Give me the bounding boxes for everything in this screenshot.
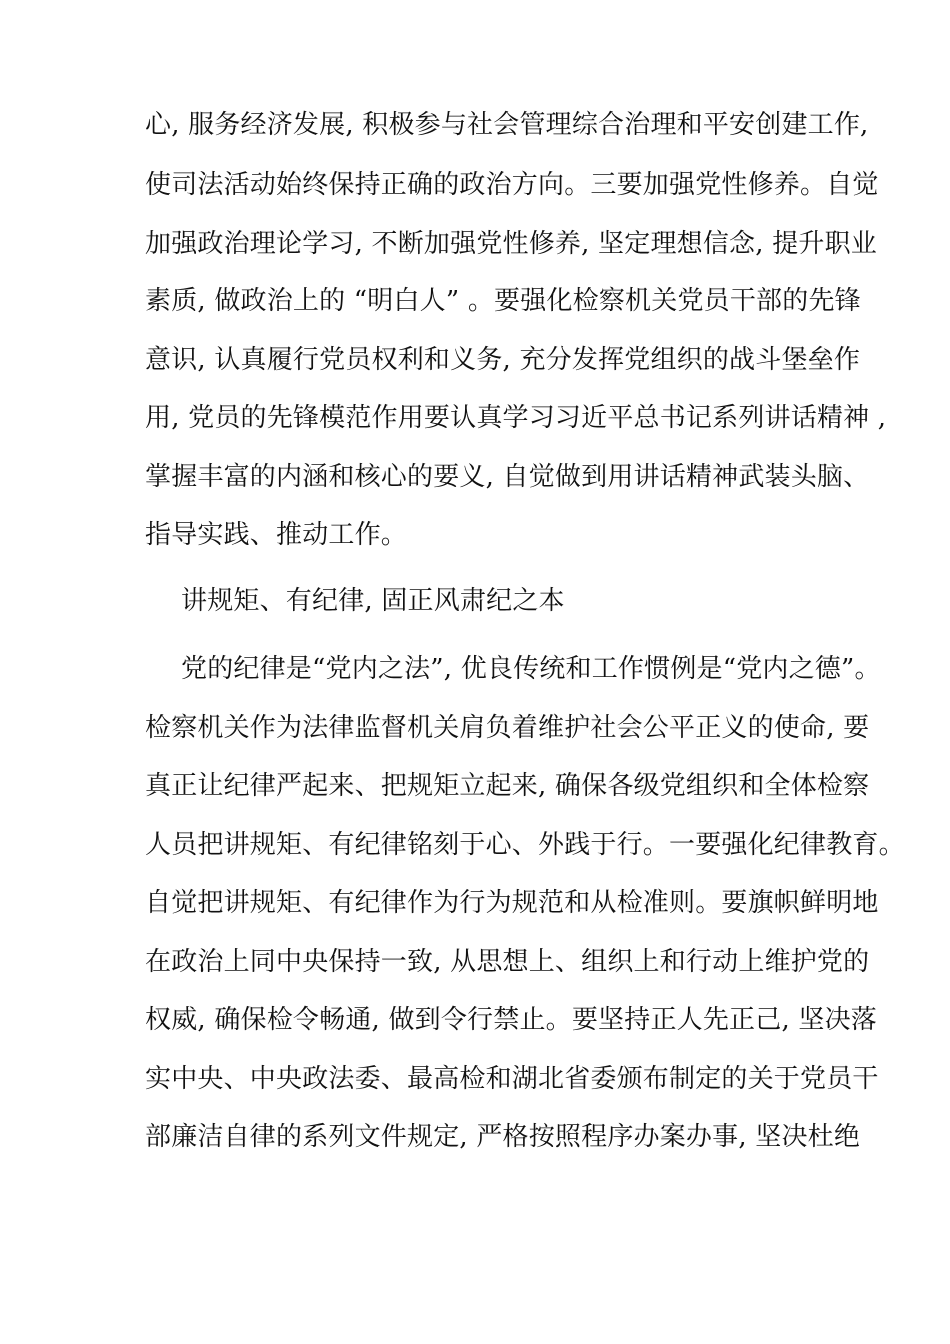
text-line: 用, 党员的先锋模范作用要认真学习习近平总书记系列讲话精神 , — [145, 403, 887, 433]
text-line: 素质, 做政治上的 “明白人” 。要强化检察机关党员干部的先锋 — [145, 286, 861, 316]
text-line: 真正让纪律严起来、把规矩立起来, 确保各级党组织和全体检察 — [145, 771, 870, 801]
section-heading: 讲规矩、有纪律, 固正风肃纪之本 — [181, 586, 565, 616]
text-line: 部廉洁自律的系列文件规定, 严格按照程序办案办事, 坚决杜绝 — [145, 1122, 861, 1152]
text-line: 加强政治理论学习, 不断加强党性修养, 坚定理想信念, 提升职业 — [145, 229, 877, 259]
text-line: 掌握丰富的内涵和核心的要义, 自觉做到用讲话精神武装头脑、 — [145, 462, 870, 492]
text-line: 实中央、中央政法委、最高检和湖北省委颁布制定的关于党员干 — [145, 1064, 879, 1094]
text-line: 权威, 确保检令畅通, 做到令行禁止。要坚持正人先正己, 坚决落 — [145, 1005, 877, 1035]
text-line: 检察机关作为法律监督机关肩负着维护社会公平正义的使命, 要 — [145, 713, 870, 743]
text-line: 意识, 认真履行党员权利和义务, 充分发挥党组织的战斗堡垒作 — [145, 345, 861, 375]
text-line: 党的纪律是“党内之法”, 优良传统和工作惯例是“党内之德”。 — [181, 654, 881, 684]
text-line: 指导实践、推动工作。 — [145, 520, 408, 550]
text-line: 在政治上同中央保持一致, 从思想上、组织上和行动上维护党的 — [145, 947, 870, 977]
text-line: 心, 服务经济发展, 积极参与社会管理综合治理和平安创建工作, — [145, 110, 869, 140]
text-line: 使司法活动始终保持正确的政治方向。三要加强党性修养。自觉 — [145, 170, 879, 200]
text-line: 人员把讲规矩、有纪律铭刻于心、外践于行。一要强化纪律教育。 — [145, 830, 905, 860]
text-line: 自觉把讲规矩、有纪律作为行为规范和从检准则。要旗帜鲜明地 — [145, 888, 879, 918]
